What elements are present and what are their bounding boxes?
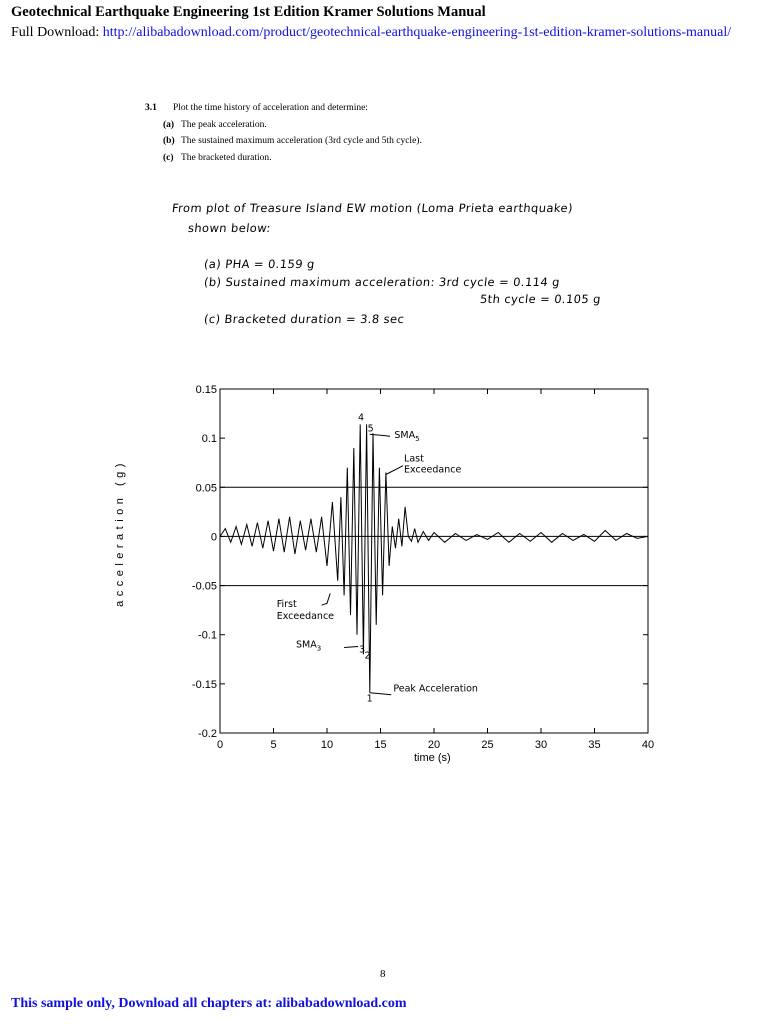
download-label: Full Download:: [11, 25, 100, 40]
page-number: 8: [380, 968, 386, 980]
annotation-arrow: [386, 466, 403, 475]
item-text: The sustained maximum acceleration (3rd cycle and 5th cycle).: [181, 136, 422, 146]
y-tick-label: 0.05: [195, 482, 217, 495]
chart-annotation: Last: [404, 453, 424, 465]
x-tick-label: 30: [534, 739, 548, 751]
x-tick-label: 25: [481, 739, 494, 751]
x-tick-label: 40: [641, 739, 655, 751]
x-axis-label: time (s): [414, 752, 451, 764]
chart-annotation: 2: [364, 650, 371, 662]
chart-annotation: 1: [366, 693, 373, 705]
y-tick-label: 0.1: [201, 433, 217, 446]
annotation-arrow: [370, 693, 391, 695]
x-tick-label: 10: [320, 739, 334, 751]
chart-annotation: $SMA_3$: [295, 639, 322, 653]
answer-b-5th-cycle: 5th cycle = 0.105 g: [479, 292, 602, 306]
y-axis-label: acceleration (g): [114, 459, 126, 607]
y-tick-label: 0: [210, 531, 217, 544]
item-label: (c): [163, 152, 174, 163]
item-text: The bracketed duration.: [181, 152, 272, 163]
x-tick-label: 15: [374, 739, 387, 751]
x-tick-label: 20: [427, 739, 441, 751]
chart-annotation: Exceedance: [276, 610, 335, 622]
item-label: (a): [163, 119, 175, 130]
annotation-arrow: [344, 647, 358, 648]
y-tick-label: -0.15: [191, 678, 217, 691]
footer-download-note: This sample only, Download all chapters at: alibabadownload.com: [11, 996, 407, 1011]
problem-text: Plot the time history of acceleration and determine:: [173, 103, 368, 113]
chart-annotation: Exceedance: [404, 464, 462, 476]
plot-frame: [220, 389, 648, 733]
y-tick-label: -0.1: [198, 629, 217, 642]
answer-c: (c) Bracketed duration = 3.8 sec: [203, 312, 406, 326]
x-tick-label: 5: [270, 739, 277, 751]
item-label: (b): [163, 136, 175, 146]
page-title: Geotechnical Earthquake Engineering 1st Edition Kramer Solutions Manual: [11, 4, 486, 20]
x-tick-label: 0: [216, 739, 224, 751]
chart-annotation: Peak Acceleration: [393, 683, 478, 695]
x-tick-label: 35: [588, 739, 601, 751]
answer-a: (a) PHA = 0.159 g: [203, 257, 316, 271]
problem-number: 3.1: [145, 103, 157, 113]
annotation-arrow: [322, 593, 331, 605]
download-link[interactable]: http://alibabadownload.com/product/geotechnical-earthquake-engineering-1st-edition-kramer-solutions-manual/: [102, 25, 732, 40]
solution-intro-line2: shown below:: [187, 221, 272, 235]
item-text: The peak acceleration.: [181, 119, 267, 130]
y-tick-label: 0.15: [195, 384, 217, 396]
answer-b: (b) Sustained maximum acceleration: 3rd cycle = 0.114 g: [203, 275, 561, 289]
solution-intro-line1: From plot of Treasure Island EW motion (Loma Prieta earthquake): [171, 201, 574, 215]
y-tick-label: -0.2: [198, 728, 217, 740]
chart-annotation: 3: [359, 644, 366, 656]
chart-annotation: $SMA_5$: [394, 430, 420, 444]
chart-annotation: 5: [367, 423, 374, 435]
chart-annotation: First: [276, 599, 297, 611]
y-tick-label: -0.05: [191, 580, 217, 593]
chart-annotation: 4: [358, 412, 365, 424]
